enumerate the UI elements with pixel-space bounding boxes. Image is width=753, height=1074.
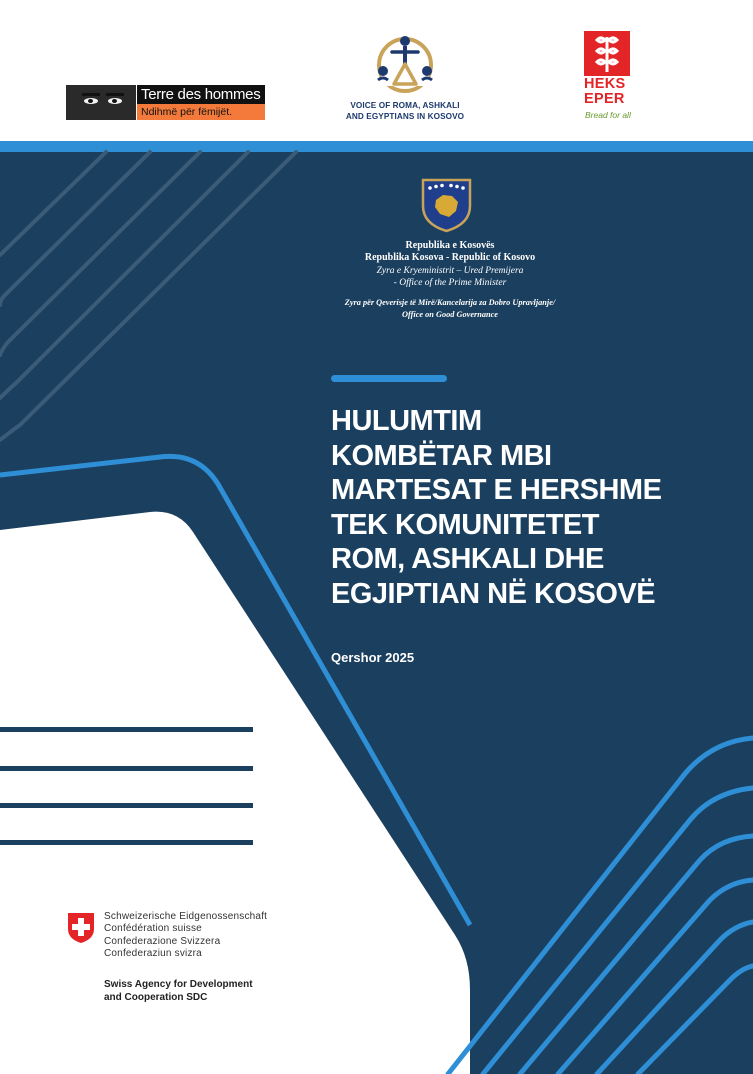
top-accent-bar xyxy=(0,141,753,152)
title-line: KOMBËTAR MBI xyxy=(331,439,552,472)
gov-line-5: Zyra për Qeverisje të Mirë/Kancelarija za Dobro Upravljanje/ xyxy=(344,298,556,307)
kosovo-coat-of-arms-icon xyxy=(421,178,472,233)
title-line: TEK KOMUNITETET xyxy=(331,508,599,541)
tdh-name: Terre des hommes xyxy=(137,85,265,104)
vrae-emblem-icon xyxy=(372,34,438,96)
sdc-agency-name: Swiss Agency for Development and Cooperation SDC xyxy=(104,979,253,1003)
swiss-shield-icon xyxy=(67,912,95,944)
title-line: EGJIPTIAN NË KOSOVË xyxy=(331,577,656,610)
tdh-portrait xyxy=(66,85,136,120)
title-line: HULUMTIM xyxy=(331,405,482,437)
swiss-confederation-names: Schweizerische Eidgenossenschaft Confédération suisse Confederazione Svizzera Confederaziun svizra xyxy=(104,911,268,959)
gov-line-4: - Office of the Prime Minister xyxy=(393,278,507,288)
gov-line-3: Zyra e Kryeministrit – Ured Premijera xyxy=(376,266,524,276)
heks-name: HEKS EPER xyxy=(584,76,626,107)
tdh-logo xyxy=(66,85,265,120)
gov-line-1: Republika e Kosovës xyxy=(405,240,495,251)
heks-emblem xyxy=(584,31,630,76)
wheat-icon xyxy=(584,31,630,76)
title-line: ROM, ASHKALI DHE xyxy=(331,543,604,575)
title-accent-bar xyxy=(331,375,447,382)
report-title xyxy=(331,404,741,611)
tdh-tagline: Ndihmë për fëmijët. xyxy=(137,104,265,120)
title-line: MARTESAT E HERSHME xyxy=(331,474,662,506)
vrae-name: VOICE OF ROMA, ASHKALI AND EGYPTIANS IN KOSOVO xyxy=(345,101,465,121)
gov-line-6: Office on Good Governance xyxy=(402,310,498,319)
heks-tagline: Bread for all xyxy=(585,110,631,120)
gov-line-2: Republika Kosova - Republic of Kosovo xyxy=(364,252,536,263)
publication-date: Qershor 2025 xyxy=(331,650,415,665)
